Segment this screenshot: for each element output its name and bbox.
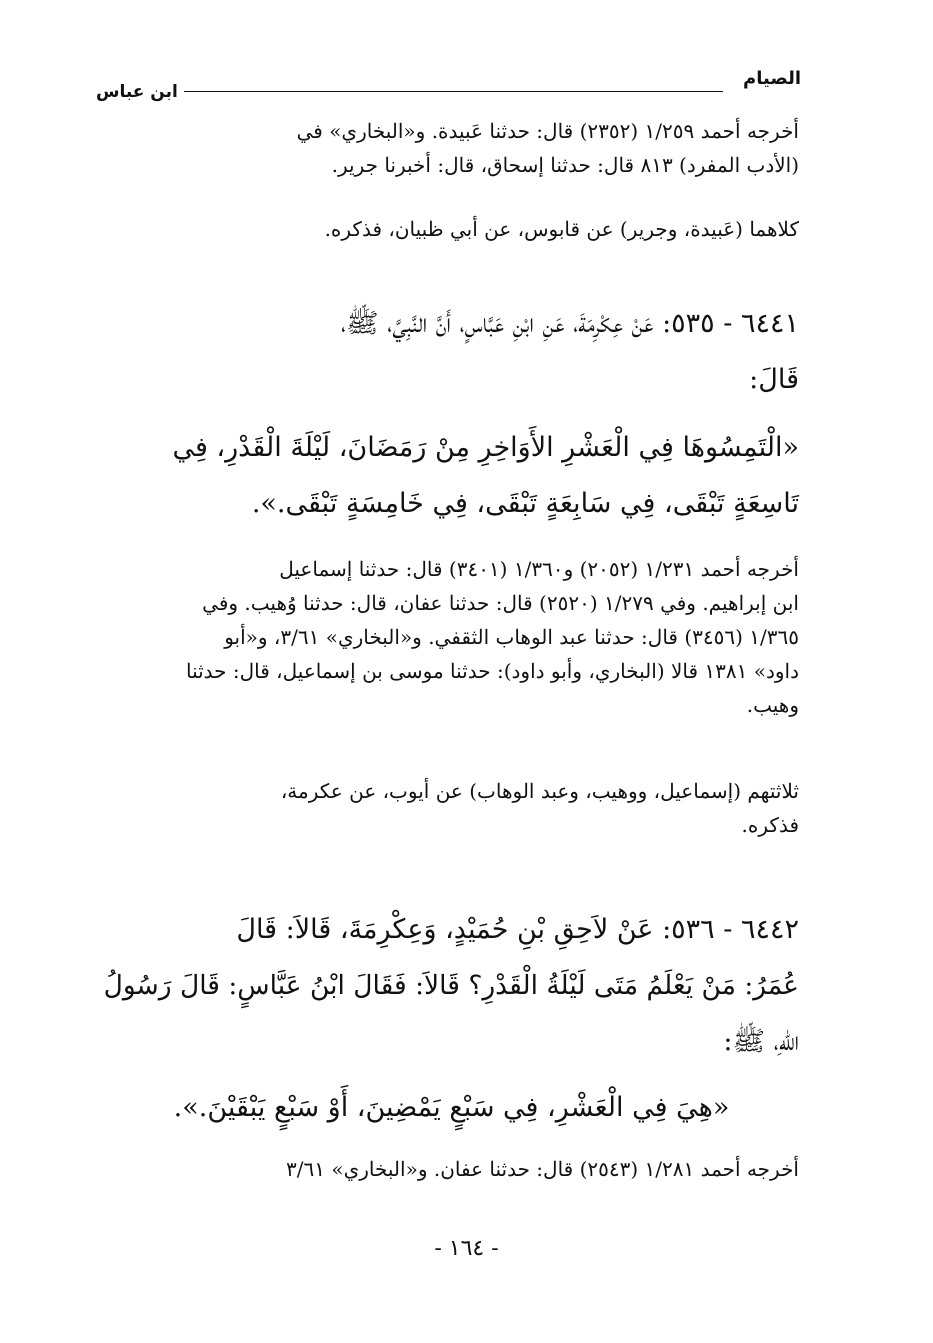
text-line: ٦٤٤٢ - ٥٣٦: عَنْ لاَحِقِ بْنِ حُمَيْدٍ، وَعِكْرِمَةَ، قَالاَ: قَالَ	[236, 914, 799, 945]
text-line: اللهِ، ﷺ:	[723, 1026, 799, 1057]
hadith-6442-quote	[104, 1080, 799, 1136]
page-number: - ١٦٤ -	[434, 1236, 499, 1261]
header-rule	[184, 91, 723, 92]
takhrij-paragraph-3	[104, 552, 799, 722]
text-line: ابن إبراهيم. وفي ١/٢٧٩ (٢٥٢٠) قال: حدثنا عفان، قال: حدثنا وُهيب. وفي	[202, 591, 799, 615]
header-chapter-title: الصيام	[743, 68, 801, 89]
takhrij-paragraph-4	[104, 774, 799, 842]
text-line: «الْتَمِسُوهَا فِي الْعَشْرِ الأَوَاخِرِ مِنْ رَمَضَانَ، لَيْلَةَ الْقَدْرِ، فِي	[172, 432, 799, 463]
text-line: «هِيَ فِي الْعَشْرِ، فِي سَبْعٍ يَمْضِينَ، أَوْ سَبْعٍ يَبْقَيْنَ.».	[173, 1092, 730, 1123]
hadith-6441-quote	[104, 420, 799, 532]
text-line: ثلاثتهم (إسماعيل، ووهيب، وعبد الوهاب) عن أيوب، عن عكرمة،	[280, 779, 799, 803]
text-line: وهيب.	[746, 693, 799, 717]
text-line: أخرجه أحمد ١/٢٣١ (٢٠٥٢) و١/٣٦٠ (٣٤٠١) قال: حدثنا إسماعيل	[279, 557, 799, 581]
text-line: أخرجه أحمد ١/٢٥٩ (٢٣٥٢) قال: حدثنا عَبيدة. و«البخاري» في	[296, 119, 799, 143]
text-line: ٦٤٤١ - ٥٣٥: عَنْ عِكْرِمَةَ، عَنِ ابْنِ عَبَّاسٍ، أَنَّ النَّبِيَّ، ﷺ،	[340, 308, 799, 339]
hadith-6442-heading	[104, 902, 799, 1070]
running-header	[96, 68, 801, 102]
text-line: قَالَ:	[749, 364, 799, 395]
text-line: أخرجه أحمد ١/٢٨١ (٢٥٤٣) قال: حدثنا عفان. و«البخاري» ٣/٦١	[286, 1157, 799, 1181]
text-line: (الأدب المفرد) ٨١٣ قال: حدثنا إسحاق، قال: أخبرنا جرير.	[331, 153, 799, 177]
text-line: تَاسِعَةٍ تَبْقَى، فِي سَابِعَةٍ تَبْقَى، فِي خَامِسَةٍ تَبْقَى.».	[251, 488, 799, 519]
text-line: فذكره.	[741, 813, 799, 837]
text-line: كلاهما (عَبيدة، وجرير) عن قابوس، عن أبي ظبيان، فذكره.	[324, 217, 799, 241]
takhrij-paragraph-2	[104, 212, 799, 246]
text-line: ١/٣٦٥ (٣٤٥٦) قال: حدثنا عبد الوهاب الثقفي. و«البخاري» ٣/٦١، و«أبو	[224, 625, 799, 649]
text-line: داود» ١٣٨١ قالا (البخاري، وأبو داود): حدثنا موسى بن إسماعيل، قال: حدثنا	[185, 659, 799, 683]
takhrij-paragraph-5	[104, 1152, 799, 1186]
header-section-title: ابن عباس	[96, 82, 178, 102]
takhrij-paragraph-1	[104, 114, 799, 182]
text-line: عُمَرُ: مَنْ يَعْلَمُ مَتَى لَيْلَةُ الْقَدْرِ؟ قَالاَ: فَقَالَ ابْنُ عَبَّاسٍ: قَالَ رَسُولُ	[103, 970, 799, 1001]
hadith-6441-heading	[104, 296, 799, 408]
